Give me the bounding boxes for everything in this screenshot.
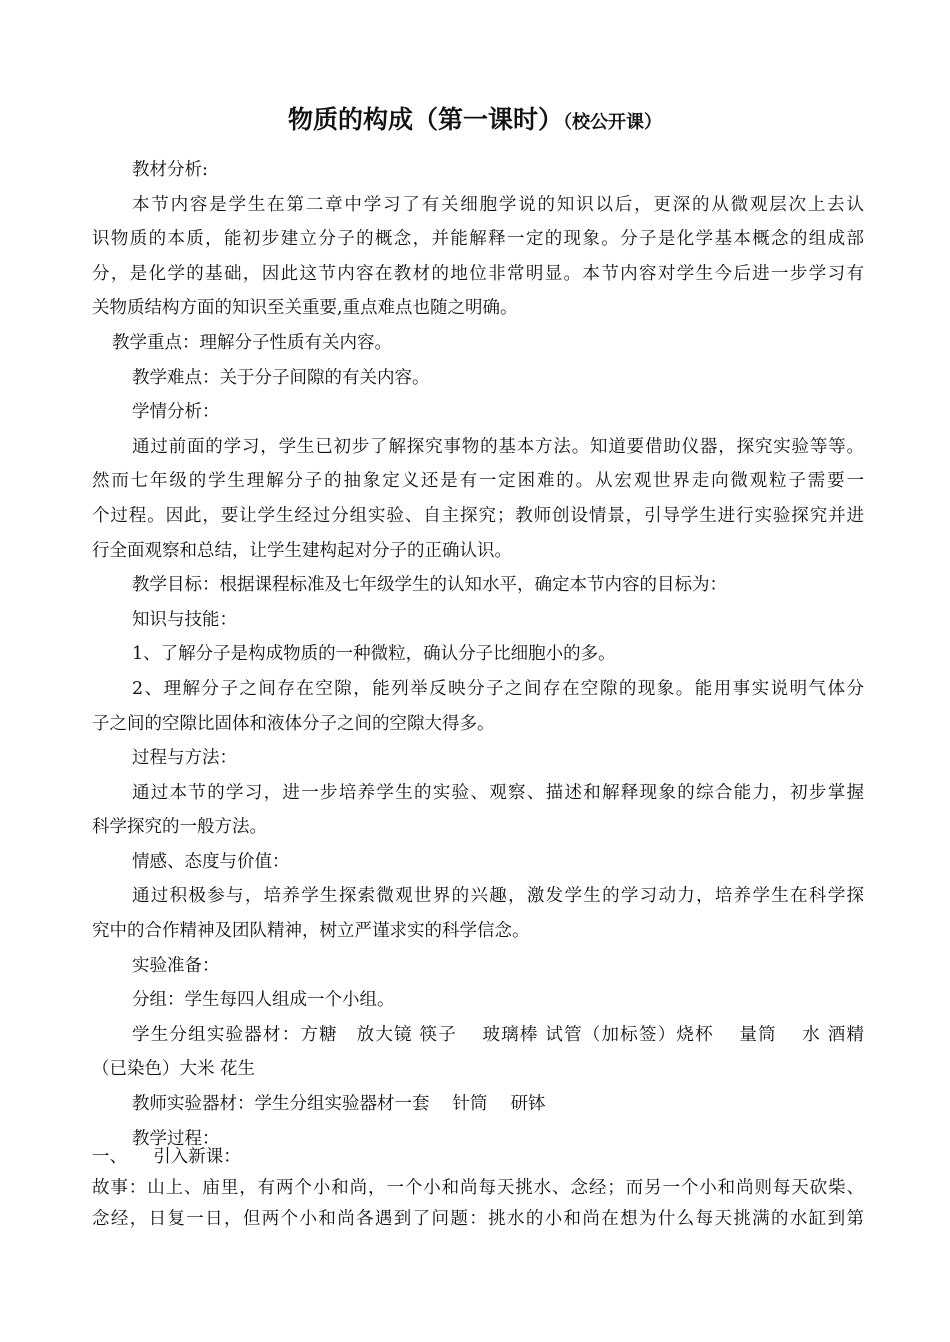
- heading-emotions-values: 情感、态度与价值：: [132, 851, 290, 872]
- teaching-difficulty: 教学难点：关于分子间隙的有关内容。: [132, 367, 430, 388]
- paragraph-line: （已染色）大米 花生: [92, 1059, 256, 1080]
- heading-teaching-process: 教学过程：: [132, 1128, 220, 1149]
- teaching-focus: 教学重点：理解分子性质有关内容。: [112, 332, 392, 353]
- objective-item-1: 1、了解分子是构成物质的一种微粒，确认分子比细胞小的多。: [132, 644, 616, 665]
- intro-section: [92, 1142, 864, 1235]
- heading-process-methods: 过程与方法：: [132, 748, 237, 769]
- paragraph-line: 通过积极参与，培养学生探索微观世界的兴趣，激发学生的学习动力，培养学生在科学探: [132, 886, 864, 907]
- page-title: [0, 100, 950, 136]
- title-main: 物质的构成（第一课时）: [287, 105, 563, 134]
- paragraph-line: 分，是化学的基础，因此这节内容在教材的地位非常明显。本节内容对学生今后进一步学习有: [92, 263, 864, 284]
- heading-knowledge-skills: 知识与技能：: [132, 609, 237, 630]
- body-text: [92, 153, 864, 1156]
- paragraph-line: 科学探究的一般方法。: [92, 817, 267, 838]
- heading-student-analysis: 学情分析：: [132, 402, 220, 423]
- heading-experiment-prep: 实验准备：: [132, 955, 220, 976]
- paragraph-line: 关物质结构方面的知识至关重要,重点难点也随之明确。: [92, 298, 518, 319]
- teacher-equipment: 教师实验器材：学生分组实验器材一套 针筒 研钵: [132, 1094, 546, 1115]
- paragraph-line: 个过程。因此，要让学生经过分组实验、自主探究；教师创设情景，引导学生进行实验探究并进: [92, 505, 864, 526]
- paragraph-line: 识物质的本质，能初步建立分子的概念，并能解释一定的现象。分子是化学基本概念的组成部: [92, 229, 864, 250]
- paragraph-line: 究中的合作精神及团队精神，树立严谨求实的科学信念。: [92, 921, 530, 942]
- paragraph-line: 然而七年级的学生理解分子的抽象定义还是有一定困难的。从宏观世界走向微观粒子需要一: [92, 471, 864, 492]
- objective-item-2: 2、理解分子之间存在空隙，能列举反映分子之间存在空隙的现象。能用事实说明气体分: [132, 678, 864, 699]
- teaching-objectives: 教学目标：根据课程标准及七年级学生的认知水平，确定本节内容的目标为：: [132, 575, 727, 596]
- student-equipment: 学生分组实验器材：方糖 放大镜 筷子 玻璃棒 试管（加标签）烧杯 量筒 水 酒精: [132, 1024, 864, 1045]
- paragraph-line: 通过前面的学习，学生已初步了解探究事物的基本方法。知道要借助仪器，探究实验等等。: [132, 436, 864, 457]
- title-note: （校公开课）: [563, 112, 662, 133]
- section-heading-intro: 一、 引入新课：: [92, 1147, 241, 1167]
- paragraph-line: 本节内容是学生在第二章中学习了有关细胞学说的知识以后，更深的从微观层次上去认: [132, 194, 864, 215]
- paragraph-line: 通过本节的学习，进一步培养学生的实验、观察、描述和解释现象的综合能力，初步掌握: [132, 782, 864, 803]
- paragraph-line: 念经，日复一日，但两个小和尚各遇到了问题：挑水的小和尚在想为什么每天挑满的水缸到第: [92, 1209, 864, 1229]
- heading-textbook-analysis: 教材分析:: [132, 160, 208, 180]
- paragraph-line: 子之间的空隙比固体和液体分子之间的空隙大得多。: [92, 713, 495, 734]
- paragraph-line: 故事：山上、庙里，有两个小和尚，一个小和尚每天挑水、念经；而另一个小和尚则每天砍柴、: [92, 1178, 864, 1198]
- paragraph-line: 行全面观察和总结，让学生建构起对分子的正确认识。: [92, 540, 512, 561]
- grouping-note: 分组：学生每四人组成一个小组。: [132, 990, 395, 1011]
